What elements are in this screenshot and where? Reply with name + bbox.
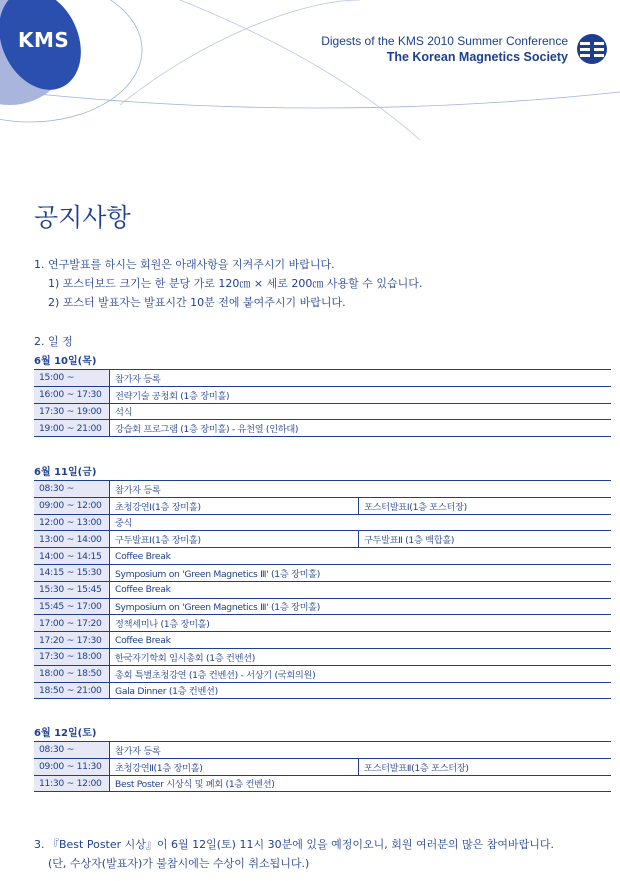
page-title: 공지사항 — [34, 203, 131, 232]
table-row — [34, 481, 611, 498]
table-row — [34, 497, 611, 514]
time-cell: 11:30 ~ 12:00 — [34, 775, 110, 792]
table-row — [34, 758, 611, 775]
event-cell: 총회 특별초청강연 (1층 컨벤션) - 서상기 (국회의원) — [110, 665, 612, 682]
event-cell: 참가자 등록 — [110, 742, 612, 759]
table-row — [34, 665, 611, 682]
table-row — [34, 564, 611, 581]
table-row — [34, 403, 611, 420]
table-row — [34, 548, 611, 565]
event-cell: 석식 — [110, 403, 612, 420]
time-cell: 08:30 ~ — [34, 481, 110, 498]
event-cell: Coffee Break — [110, 581, 612, 598]
table-row — [34, 581, 611, 598]
time-cell: 15:30 ~ 15:45 — [34, 581, 110, 598]
day-label: 6월 12일(토) — [34, 728, 97, 739]
table-row — [34, 370, 611, 387]
notice-item-1-sub-1: 1) 포스터보드 크기는 한 분당 가로 120㎝ × 세로 200㎝ 사용할 수 있습니다. — [48, 277, 423, 290]
event-cell: 한국자기학회 임시총회 (1층 컨벤션) — [110, 648, 612, 665]
event-cell: Symposium on 'Green Magnetics Ⅲ' (1층 장미홀) — [110, 598, 612, 615]
event-cell: 전략기술 공청회 (1층 장미홀) — [110, 386, 612, 403]
table-row — [34, 514, 611, 531]
table-row — [34, 648, 611, 665]
time-cell: 18:50 ~ 21:00 — [34, 682, 110, 699]
time-cell: 13:00 ~ 14:00 — [34, 531, 110, 548]
time-cell: 15:00 ~ — [34, 370, 110, 387]
event-cell: 구두발표Ⅰ(1층 장미홀) — [110, 531, 359, 548]
day-label: 6월 10일(목) — [34, 356, 97, 367]
table-row — [34, 615, 611, 632]
event-cell-parallel: 포스터발표Ⅱ(1층 포스터장) — [359, 758, 612, 775]
table-row — [34, 531, 611, 548]
time-cell: 15:45 ~ 17:00 — [34, 598, 110, 615]
time-cell: 17:00 ~ 17:20 — [34, 615, 110, 632]
notice-item-1-sub-2: 2) 포스터 발표자는 발표시간 10분 전에 붙여주시기 바랍니다. — [48, 296, 346, 309]
event-cell: 초청강연Ⅰ(1층 장미홀) — [110, 497, 359, 514]
time-cell: 08:30 ~ — [34, 742, 110, 759]
table-row — [34, 682, 611, 699]
schedule-table-day3 — [34, 741, 611, 792]
event-cell: Best Poster 시상식 및 폐회 (1층 컨벤션) — [110, 775, 612, 792]
time-cell: 16:00 ~ 17:30 — [34, 386, 110, 403]
notice-item-2: 2. 일 정 — [34, 335, 73, 348]
time-cell: 09:00 ~ 12:00 — [34, 497, 110, 514]
event-cell: Symposium on 'Green Magnetics Ⅲ' (1층 장미홀) — [110, 564, 612, 581]
society-emblem-icon — [576, 33, 608, 65]
time-cell: 14:15 ~ 15:30 — [34, 564, 110, 581]
notice-item-1: 1. 연구발표를 하시는 회원은 아래사항을 지켜주시기 바랍니다. — [34, 258, 335, 271]
table-row — [34, 420, 611, 437]
event-cell: Coffee Break — [110, 548, 612, 565]
time-cell: 18:00 ~ 18:50 — [34, 665, 110, 682]
table-row — [34, 742, 611, 759]
event-cell: 참가자 등록 — [110, 481, 612, 498]
event-cell: Coffee Break — [110, 632, 612, 649]
time-cell: 14:00 ~ 14:15 — [34, 548, 110, 565]
kms-logo: KMS — [18, 28, 70, 52]
event-cell-parallel: 구두발표Ⅱ (1층 백합홀) — [359, 531, 612, 548]
header-decoration — [0, 0, 620, 140]
event-cell: 강습회 프로그램 (1층 장미홀) - 유천열 (인하대) — [110, 420, 612, 437]
schedule-table-day1 — [34, 369, 611, 437]
time-cell: 12:00 ~ 13:00 — [34, 514, 110, 531]
time-cell: 17:30 ~ 18:00 — [34, 648, 110, 665]
conference-title: Digests of the KMS 2010 Summer Conference — [321, 34, 568, 48]
table-row — [34, 632, 611, 649]
time-cell: 17:20 ~ 17:30 — [34, 632, 110, 649]
footer-note-sub: (단, 수상자(발표자)가 불참시에는 수상이 취소됩니다.) — [48, 857, 310, 870]
time-cell: 09:00 ~ 11:30 — [34, 758, 110, 775]
event-cell: 초청강연Ⅱ(1층 장미홀) — [110, 758, 359, 775]
footer-note: 3. 『Best Poster 시상』이 6월 12일(토) 11시 30분에 있을 예정이오니, 회원 여러분의 많은 참여바랍니다. — [34, 838, 554, 851]
event-cell-parallel: 포스터발표Ⅰ(1층 포스터장) — [359, 497, 612, 514]
day-label: 6월 11일(금) — [34, 467, 97, 478]
event-cell: 중식 — [110, 514, 612, 531]
event-cell: 정책세미나 (1층 장미홀) — [110, 615, 612, 632]
time-cell: 17:30 ~ 19:00 — [34, 403, 110, 420]
table-row — [34, 386, 611, 403]
time-cell: 19:00 ~ 21:00 — [34, 420, 110, 437]
table-row — [34, 775, 611, 792]
event-cell: 참가자 등록 — [110, 370, 612, 387]
event-cell: Gala Dinner (1층 컨벤션) — [110, 682, 612, 699]
schedule-table-day2 — [34, 480, 611, 699]
society-name: The Korean Magnetics Society — [386, 50, 568, 64]
table-row — [34, 598, 611, 615]
